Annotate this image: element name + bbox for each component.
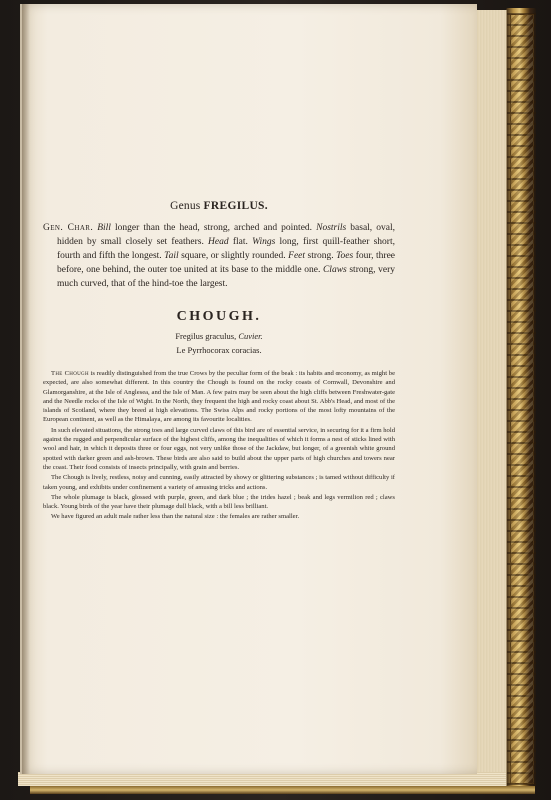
authority: Cuvier. <box>238 331 263 341</box>
character-text: basal, oval, hidden by small closely set feathers. <box>57 223 395 247</box>
character-term: Nostrils <box>316 223 347 233</box>
gen-char-label: Gen. Char. <box>43 223 94 233</box>
character-term: Feet <box>288 251 306 261</box>
gen-char-text <box>57 223 395 289</box>
paragraph-lead: The Chough <box>51 370 89 377</box>
bottom-page-edges <box>18 772 506 786</box>
paragraph-text: The whole plumage is black, glossed with purple, green, and dark blue ; the irides hazel ; beak and legs vermilion red ; claws black. Young birds of the year have their plumage dull black, with a bill less brilliant. <box>43 493 395 511</box>
scientific-name <box>43 331 395 341</box>
character-text: longer than the head, strong, arched and pointed. <box>110 223 317 233</box>
paragraph-text: We have figured an adult male rather less than the natural size : the females are rather smaller. <box>51 513 300 521</box>
species-title: CHOUGH. <box>176 309 262 324</box>
genus-prefix: Genus <box>170 200 201 212</box>
scientific-name-text: Fregilus graculus, <box>175 331 237 341</box>
character-term: Tail <box>164 251 179 261</box>
bottom-gilt-edge <box>30 786 535 794</box>
page-content <box>43 200 395 523</box>
paragraph-text: In such elevated situations, the strong toes and large curved claws of this bird are of essential service, in securing for it a firm hold against the rugged and perpendicular surface of the highest cliffs, among the inequalities of which it forms a nest of sticks lined with wool and hair, in which it deposits three or four eggs, not very unlike those of the Jackdaw, but longer, of a greenish white ground spotted with darker green and ash-brown. These birds are also said to build about the upper parts of high churches and towers near the coast. Their food consists of insects principally, with grain and berries. <box>43 426 395 471</box>
character-text: strong. <box>305 251 337 261</box>
page-edges <box>474 10 507 786</box>
character-text: strong, very much curved, that of the hind-toe the largest. <box>57 265 395 289</box>
genus-heading <box>43 200 395 212</box>
gutter-shadow <box>22 4 30 774</box>
character-term: Head <box>208 237 229 247</box>
generic-characters <box>43 221 395 291</box>
character-text: square, or slightly rounded. <box>178 251 289 261</box>
description-paragraph <box>43 473 395 492</box>
french-name: Le Pyrrhocorax coracias. <box>176 345 262 355</box>
description-paragraph <box>43 493 395 512</box>
character-term: Toes <box>336 251 354 261</box>
gilt-tooling <box>510 14 534 784</box>
character-text: four, three before, one behind, the outer toe united at its base to the middle one. <box>57 251 396 275</box>
genus-name: FREGILUS. <box>203 200 268 212</box>
character-text: long, first quill-feather short, fourth and fifth the longest. <box>57 237 395 261</box>
description-paragraph <box>43 369 395 425</box>
paragraph-text: The Chough is lively, restless, noisy and cunning, easily attracted by showy or glittering substances ; is tamed without difficulty if taken young, and exhibits under confinement a variety of amusing tricks and actions. <box>43 474 395 491</box>
description-paragraph <box>43 512 395 521</box>
description-paragraph <box>43 426 395 472</box>
character-term: Wings <box>252 237 276 247</box>
character-term: Bill <box>97 223 111 233</box>
character-text: flat. <box>228 237 253 247</box>
paragraph-text: is readily distinguished from the true Crows by the peculiar form of the beak : its habits and œconomy, as might be expected, are also somewhat different. In this country the Chough is found on the rocky coasts of Cornwall, Devonshire and Glamorganshire, at the Isle of Anglesea, and the Isle of Man. A few pairs may be seen about the high cliffs between Freshwater-gate and the Needle rocks of the Isle of Wight. In the North, they frequent the high and rocky coast about St. Abb's Head, and most of the islands of Scotland, where they breed at high elevations. The Swiss Alps and rocky portions of the most lofty mountains of the European continent, as well as the Himalaya, are among its favourite localities. <box>43 370 395 424</box>
species-description <box>43 369 395 522</box>
character-term: Claws <box>322 265 347 275</box>
